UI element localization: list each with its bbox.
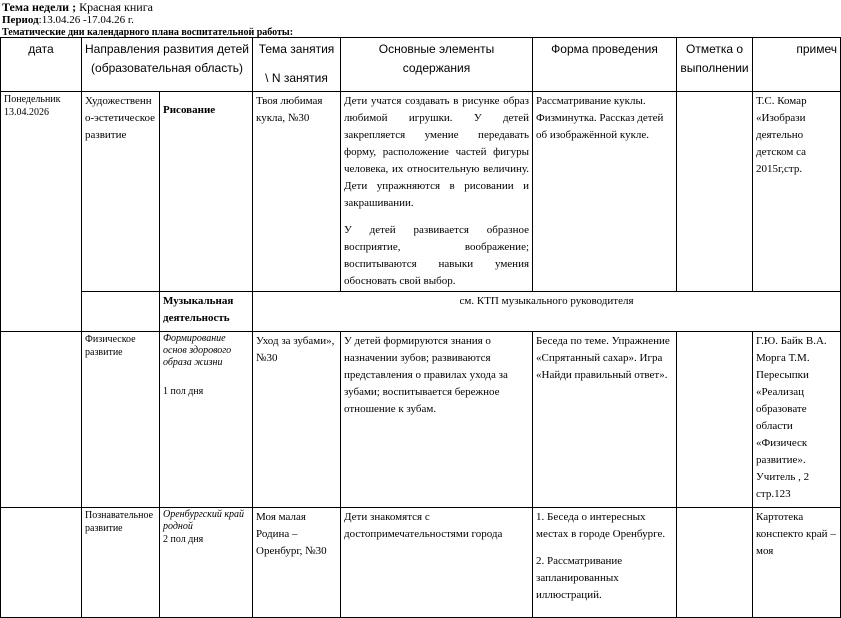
row1-note: Т.С. Комар «Изобрази деятельно детском са 2015г,стр. [753,92,841,292]
row1-area: Художественн о-эстетическое развитие [82,92,160,292]
row4-form-p1: 1. Беседа о интересных местах в городе Оренбурге. [536,511,666,540]
row3-area: Физическое развитие [82,332,160,508]
table-row [1,92,841,292]
row1-content-p1: Дети учатся создавать в рисунке образ любимой игрушки. У детей закрепляется умение передавать форму, расположение частей фигуры человека, их относительную величину. Дети упражняются в рисовании и закрашивании. [344,95,530,209]
week-label: Тема недели ; [2,0,77,14]
row3-note: Г.Ю. Байк В.А. Морга Т.М. Пересыпки «Реализац образовате области «Физическ развитие». Учитель , 2 стр.123 [753,332,841,508]
week-line [2,1,153,13]
row3-topic: Уход за зубами», №30 [253,332,341,508]
row1-topic: Твоя любимая кукла, №30 [253,92,341,292]
plan-title-text: Тематические дни календарного плана воспитательной работы: [2,27,294,38]
period-label: Период [2,14,39,26]
row1-form: Рассматривание куклы. Физминутка. Рассказ детей об изображённой кукле. [533,92,677,292]
table-header-row [1,38,841,92]
row4-area: Познавательное развитие [82,508,160,618]
row3-date-empty [1,332,82,508]
row4-note: Картотека конспекто край –моя [753,508,841,618]
row3-activity [160,332,253,508]
row4-topic: Моя малая Родина – Оренбург, №30 [253,508,341,618]
row3-activity-it: Формирование основ здорового образа жизни [163,333,232,368]
row3-mark [677,332,753,508]
row1-content [341,92,533,292]
col-topic-line2: \ N занятия [265,71,328,85]
row4-activity-it: Оренбургский край родной [163,509,245,532]
row4-form [533,508,677,618]
row1-mark [677,92,753,292]
period-line [2,14,134,26]
week-value: Красная книга [79,0,153,14]
row4-mark [677,508,753,618]
col-date: дата [1,38,82,92]
table-row [1,332,841,508]
row3-form: Беседа по теме. Упражнение «Спрятанный сахар». Игра «Найди правильный ответ». [533,332,677,508]
row4-form-p2: 2. Рассматривание запланированных иллюстраций. [536,555,623,601]
row4-date-empty [1,508,82,618]
row2-merged: см. КТП музыкального руководителя [253,292,841,332]
col-mark: Отметка о выполнении [677,38,753,92]
period-value: :13.04.26 -17.04.26 г. [38,14,134,26]
row1-content-p2: У детей развивается образное восприятие, воображение; воспитываются навыки умения обосновать свой выбор. [344,224,530,287]
table-row [1,508,841,618]
row4-content: Дети знакомятся с достопримечательностями города [341,508,533,618]
col-topic [253,38,341,92]
row2-activity: Музыкальная деятельность [160,292,253,332]
col-topic-line1: Тема занятия [258,42,335,56]
col-form: Форма проведения [533,38,677,92]
row3-activity-sub: 1 пол дня [163,386,204,397]
col-direction: Направления развития детей (образовательная область) [82,38,253,92]
plan-table [0,37,841,618]
row1-activity: Рисование [160,92,253,292]
col-note: примеч [753,38,841,92]
row4-activity-sub: 2 пол дня [163,534,204,545]
row2-area-empty [82,292,160,332]
row1-date: Понедельник 13.04.2026 [1,92,82,332]
col-content: Основные элементы содержания [341,38,533,92]
row3-content: У детей формируются знания о назначении зубов; развиваются представления о правилах ухода за зубами; воспитывается бережное отношение к зубам. [341,332,533,508]
row4-activity [160,508,253,618]
table-row [1,292,841,332]
